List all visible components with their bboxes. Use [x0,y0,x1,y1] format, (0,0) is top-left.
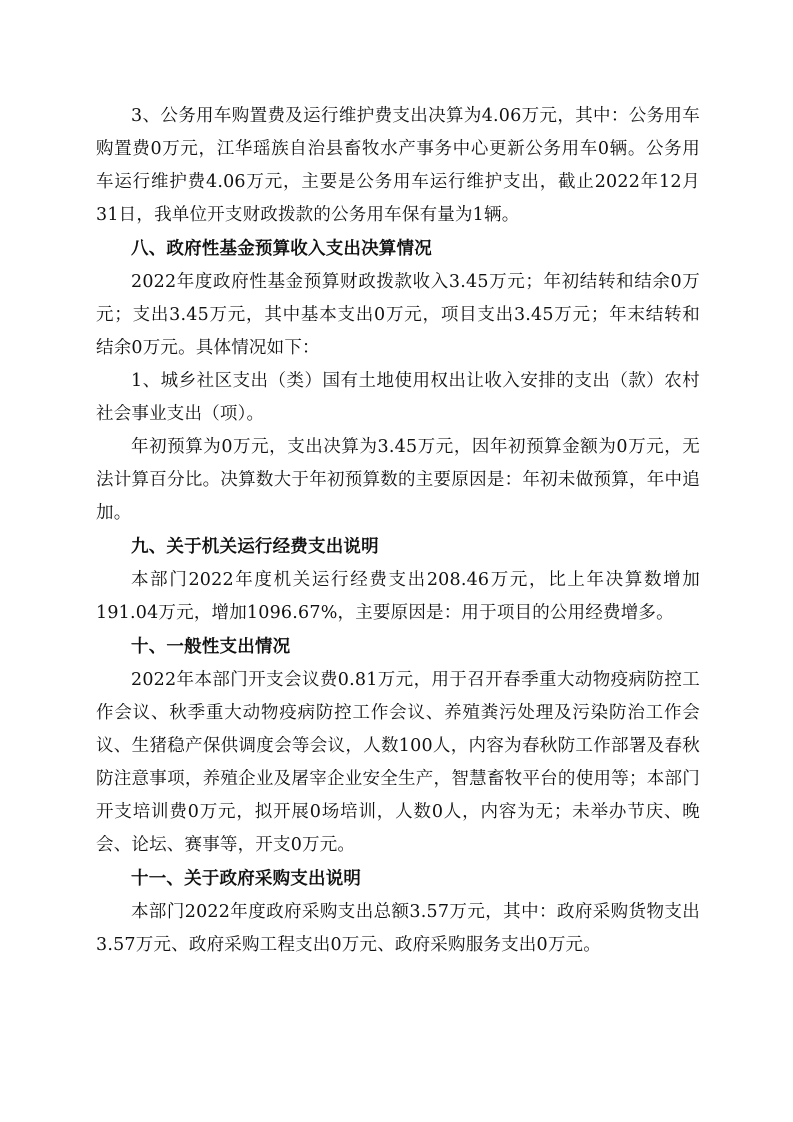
heading-general-expenses: 十、一般性支出情况 [131,637,291,657]
paragraph-procurement: 本部门2022年度政府采购支出总额3.57万元，其中：政府采购货物支出3.57万元、政府采购工程支出0万元、政府采购服务支出0万元。 [96,902,700,955]
paragraph-general-expenses: 2022年本部门开支会议费0.81万元，用于召开春季重大动物疫病防控工作会议、秋季重大动物疫病防控工作会议、养殖粪污处理及污染防治工作会议、生猪稳产保供调度会等会议，人数100人，内容为春秋防工作部署及春秋防注意事项，养殖企业及屠宰企业安全生产，智慧畜牧平台的使用等；本部门开支培训费0万元，拟开展0场培训，人数0人，内容为无；未举办节庆、晚会、论坛、赛事等，开支0万元。 [96,670,700,855]
heading-procurement: 十一、关于政府采购支出说明 [131,869,362,889]
document-body [96,100,700,962]
paragraph-government-fund: 2022年度政府性基金预算财政拨款收入3.45万元；年初结转和结余0万元；支出3.45万元，其中基本支出0万元，项目支出3.45万元；年末结转和结余0万元。具体情况如下： [96,272,700,358]
heading-operation-expenses: 九、关于机关运行经费支出说明 [131,537,379,557]
paragraph-fund-item: 1、城乡社区支出（类）国有土地使用权出让收入安排的支出（款）农村社会事业支出（项）。 [96,371,700,424]
paragraph-vehicle-expenses: 3、公务用车购置费及运行维护费支出决算为4.06万元，其中：公务用车购置费0万元，江华瑶族自治县畜牧水产事务中心更新公务用车0辆。公务用车运行维护费4.06万元，主要是公务用车运行维护支出，截止2022年12月31日，我单位开支财政拨款的公务用车保有量为1辆。 [96,106,700,225]
paragraph-operation-expenses: 本部门2022年度机关运行经费支出208.46万元，比上年决算数增加191.04万元，增加1096.67%，主要原因是：用于项目的公用经费增多。 [96,570,700,623]
heading-government-fund: 八、政府性基金预算收入支出决算情况 [131,239,432,259]
paragraph-fund-budget: 年初预算为0万元，支出决算为3.45万元，因年初预算金额为0万元，无法计算百分比。决算数大于年初预算数的主要原因是：年初未做预算，年中追加。 [96,437,700,523]
